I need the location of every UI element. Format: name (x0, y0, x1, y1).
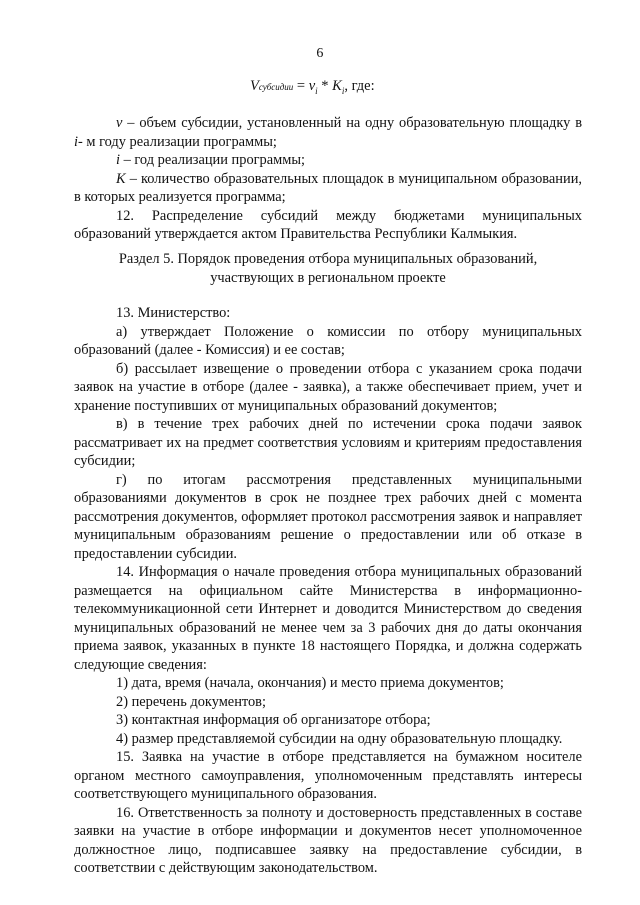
definition-v: v – объем субсидии, установленный на одну образовательную площадку в i- м году реализации программы; (74, 115, 582, 150)
formula-lhs-subscript: субсидии (258, 82, 294, 92)
paragraph-13-item-v: в) в течение трех рабочих дней по истечении срока подачи заявок рассматривает их на предмет соответствия условиям и критериям предоставления субсидии; (74, 416, 582, 469)
formula-equals: = (296, 78, 306, 94)
definitions-block (74, 114, 582, 244)
formula-rhs-v: v (308, 78, 316, 94)
definition-i: i – год реализации программы; (116, 152, 306, 168)
formula-rhs-k: K (332, 78, 342, 94)
page-number: 6 (316, 46, 324, 61)
paragraph-14-intro: 14. Информация о начале проведения отбора муниципальных образований размещается на официальном сайте Министерства в информационно-телекоммуникационной сети Интернет и доводится Министерством до сведения муниципальных образований не менее чем за 3 рабочих дня до даты окончания приема заявок, указанных в пункте 18 настоящего Порядка, и должна содержать следующие сведения: (74, 564, 582, 673)
paragraph-13-item-a: а) утверждает Положение о комиссии по отбору муниципальных образований (далее - Комиссия) и ее состав; (74, 323, 582, 358)
formula-rhs-v-index: i (315, 85, 318, 96)
paragraph-16: 16. Ответственность за полноту и достоверность представленных в составе заявки на участие в отборе информации и документов несет уполномоченное должностное лицо, подписавшее заявку на предоставление субсидии, в соответствии с действующим законодательством. (74, 804, 582, 876)
paragraph-12: 12. Распределение субсидий между бюджетами муниципальных образований утверждается актом Правительства Республики Калмыкия. (74, 207, 582, 242)
paragraph-14-item-4: 4) размер представляемой субсидии на одну образовательную площадку. (116, 730, 563, 747)
paragraph-14-item-1: 1) дата, время (начала, окончания) и место приема документов; (116, 675, 504, 691)
paragraph-14-item-3: 3) контактная информация об организаторе отбора; (116, 712, 431, 728)
paragraph-14-item-2: 2) перечень документов; (116, 693, 266, 710)
subsidy-formula (250, 78, 490, 96)
paragraph-13-intro: 13. Министерство: (116, 305, 231, 321)
formula-lhs-symbol: V (250, 78, 259, 94)
paragraph-13-item-b: б) рассылает извещение о проведении отбора с указанием срока подачи заявок на участие в отборе (далее - заявка), а также обеспечивает прием, учет и хранение поступивших от муниципальных образований документов; (74, 360, 582, 414)
main-text-block (74, 304, 582, 878)
definition-k: K – количество образовательных площадок в муниципальном образовании, в которых реализуется программа; (74, 170, 582, 205)
formula-times: * (321, 78, 329, 94)
paragraph-15: 15. Заявка на участие в отборе представляется на бумажном носителе органом местного самоуправления, уполномоченным представлять интересы соответствующего муниципального образования. (74, 749, 582, 802)
formula-tail: , где: (344, 78, 375, 94)
formula-rhs-k-index: i (341, 85, 345, 96)
paragraph-13-item-g: г) по итогам рассмотрения представленных муниципальными образованиями документов в срок не позднее трех рабочих дней с момента рассмотрения документов, оформляет протокол рассмотрения заявок и направляет муниципальным образованиям решение о предоставлении или об отказе в предоставлении субсидии. (74, 471, 582, 562)
section-heading: Раздел 5. Порядок проведения отбора муниципальных образований, участвующих в региональном проекте (118, 251, 538, 286)
